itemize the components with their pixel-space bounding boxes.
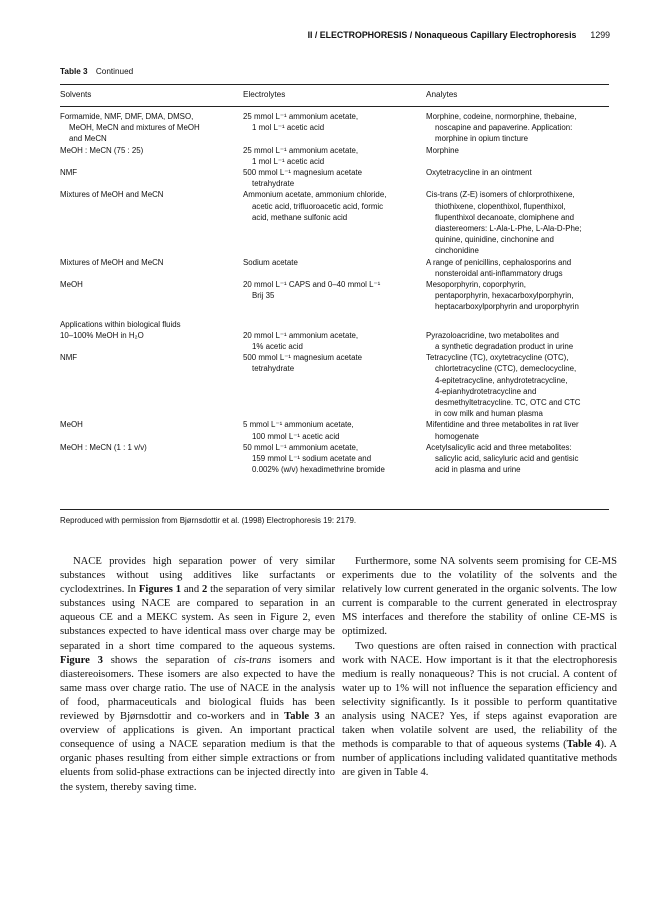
table-top-rule (60, 84, 609, 85)
cell-analyte: Morphine, codeine, normorphine, thebaine, noscapine and papaverine. Application: morphine in opium tincture (426, 112, 577, 144)
text-run: and (181, 584, 202, 596)
figure-reference: Table 3 (284, 711, 320, 723)
paragraph: Furthermore, some NA solvents seem promising for CE-MS experiments due to the volatility of the solvents and the relatively low current generated in the organic solvents. The low current is comparable to the current generated in electrospray MS interfaces and therefore the stability of online CE-MS is optimized. (342, 556, 617, 638)
cell-solvent: Formamide, NMF, DMF, DMA, DMSO, MeOH, MeCN and mixtures of MeOH and MeCN (60, 112, 200, 144)
table-row (60, 145, 609, 167)
table-row (60, 330, 609, 352)
cell-electrolyte: 500 mmol L⁻¹ magnesium acetate tetrahydrate (243, 167, 363, 189)
text-run: an overview of applications is given. An important practical consequence of using a NACE separation medium is that the organic phases resulting from either simple extractions or from eluents from solid-phase extractions can be injected directly into the system, thereby saving time. (60, 711, 335, 793)
table-body (60, 111, 609, 475)
paragraph (342, 640, 617, 781)
text-run: isomers and diastereoisomers. These isomers are also expected to have the same mass over charge ratio. The use of NACE in the analysis of food, pharmaceuticals and biological fluids has been reviewed by Bjørnsdottir and co-workers and in (60, 654, 335, 723)
cell-analyte: Oxytetracycline in an ointment (426, 167, 532, 177)
cell-analyte: Pyrazoloacridine, two metabolites and a synthetic degradation product in urine (426, 330, 574, 351)
cell-solvent: MeOH : MeCN (1 : 1 v/v) (60, 442, 147, 452)
table-label: Table 3 (60, 67, 88, 76)
cell-analyte: Morphine (426, 145, 459, 155)
column-header-electrolytes: Electrolytes (243, 90, 286, 99)
text-run: shows the separation of (102, 654, 234, 666)
page-number: 1299 (590, 30, 610, 40)
table-row (60, 111, 609, 145)
cell-solvent: Mixtures of MeOH and MeCN (60, 257, 164, 267)
cell-electrolyte: 500 mmol L⁻¹ magnesium acetate tetrahydrate (243, 353, 363, 374)
cell-electrolyte: 20 mmol L⁻¹ ammonium acetate, 1% acetic acid (243, 330, 359, 351)
cell-electrolyte: 25 mmol L⁻¹ ammonium acetate, 1 mol L⁻¹ acetic acid (243, 145, 359, 166)
cell-analyte: Acetylsalicylic acid and three metabolites: salicylic acid, salicyluric acid and gentisic acid in plasma and urine (426, 442, 579, 475)
cell-solvent: 10–100% MeOH in H₂O (60, 330, 144, 340)
cell-solvent: NMF (60, 353, 78, 363)
table-row (60, 257, 609, 279)
cell-electrolyte: 25 mmol L⁻¹ ammonium acetate, 1 mol L⁻¹ acetic acid (243, 112, 359, 133)
cell-solvent: MeOH (60, 420, 83, 430)
figure-reference: Figure 3 (60, 654, 103, 666)
text-run: Two questions are often raised in connection with practical work with NACE. How important is it that the electrophoresis medium is really nonaqueous? This is not crucial. A content of water up to 1% will not influence the separation efficiency and selectivity significantly. Is it possible to perform quantitative analysis using NACE? Yes, if steps against evaporation are taken when volatile solvent are used, the reliability of the methods is comparable to that of aqueous systems ( (342, 640, 617, 751)
table-row (60, 279, 609, 313)
table-bottom-rule (60, 509, 609, 510)
text-column-left (60, 555, 335, 795)
table-continued: Continued (95, 67, 134, 76)
text-run: ). A number of applications including validated quantitative methods are given in Table 4. (342, 739, 618, 779)
text-run: the separation of very similar substances using NACE are compared to separation in an aqueous CE and a MEKC system. As seen in Figure 2, even substances expected to have identical mass over charge may be separated in a short time compared to the aqueous systems. (60, 584, 335, 652)
table-row (60, 189, 609, 256)
figure-reference: 2 (201, 584, 208, 596)
cell-electrolyte: Ammonium acetate, ammonium chloride, acetic acid, trifluoroacetic acid, formic acid, methane sulfonic acid (243, 190, 387, 222)
paragraph (60, 555, 335, 795)
table-row (60, 442, 609, 476)
cell-solvent: MeOH (60, 279, 83, 289)
cell-analyte: Mesoporphyrin, coporphyrin, pentaporphyrin, hexacarboxylporphyrin, heptacarboxylporphyrin and uroporphyrin (426, 279, 579, 312)
emphasis: cis-trans (233, 654, 272, 666)
text-column-right (342, 555, 617, 781)
cell-solvent: NMF (60, 167, 78, 177)
cell-analyte: Tetracycline (TC), oxytetracycline (OTC), chlortetracycline (CTC), demeclocycline, 4-epitetracycline, anhydrotetracycline, 4-epianhydrotetracycline and desmethyltetracycline. TC, OTC and CTC in cow milk and human plasma (426, 353, 581, 419)
cell-analyte: A range of penicillins, cephalosporins and nonsteroidal anti-inflammatory drugs (426, 257, 572, 278)
cell-analyte: Mifentidine and three metabolites in rat liver homogenate (426, 420, 579, 441)
cell-electrolyte: 50 mmol L⁻¹ ammonium acetate, 159 mmol L⁻¹ sodium acetate and 0.002% (w/v) hexadimethrine bromide (243, 442, 385, 475)
cell-electrolyte: 5 mmol L⁻¹ ammonium acetate, 100 mmol L⁻¹ acetic acid (243, 420, 354, 441)
cell-solvent: MeOH : MeCN (75 : 25) (60, 145, 144, 155)
table-row (60, 167, 609, 189)
table-footnote: Reproduced with permission from Bjørnsdottir et al. (1998) Electrophoresis 19: 2179. (60, 516, 357, 525)
cell-analyte: Cis-trans (Z-E) isomers of chlorprothixene, thiothixene, clopenthixol, flupenthixol, flupenthixol decanoate, clomiphene and diastereomers: L-Ala-L-Phe, L-Ala-D-Phe; quinine, quinidine, cinchonine and cinchonidine (426, 190, 582, 256)
cell-solvent: Mixtures of MeOH and MeCN (60, 190, 164, 200)
figure-reference: Figures 1 (138, 584, 181, 596)
column-header-analytes: Analytes (426, 90, 458, 99)
cell-electrolyte: Sodium acetate (243, 257, 298, 267)
table-header-rule (60, 106, 609, 107)
text-run: NACE provides high separation power of very similar substances without using additives like surfactants or cyclodextrines. In (60, 556, 335, 596)
table-row (60, 419, 609, 441)
running-header (308, 30, 610, 40)
figure-reference: Table 4 (566, 739, 601, 751)
header-title: II / ELECTROPHORESIS / Nonaqueous Capillary Electrophoresis (307, 30, 577, 40)
table-section-label: Applications within biological fluids (60, 319, 181, 329)
column-header-solvents: Solvents (60, 90, 92, 99)
table-caption (60, 67, 133, 76)
cell-electrolyte: 20 mmol L⁻¹ CAPS and 0–40 mmol L⁻¹ Brij 35 (243, 279, 381, 301)
table-row (60, 352, 609, 419)
